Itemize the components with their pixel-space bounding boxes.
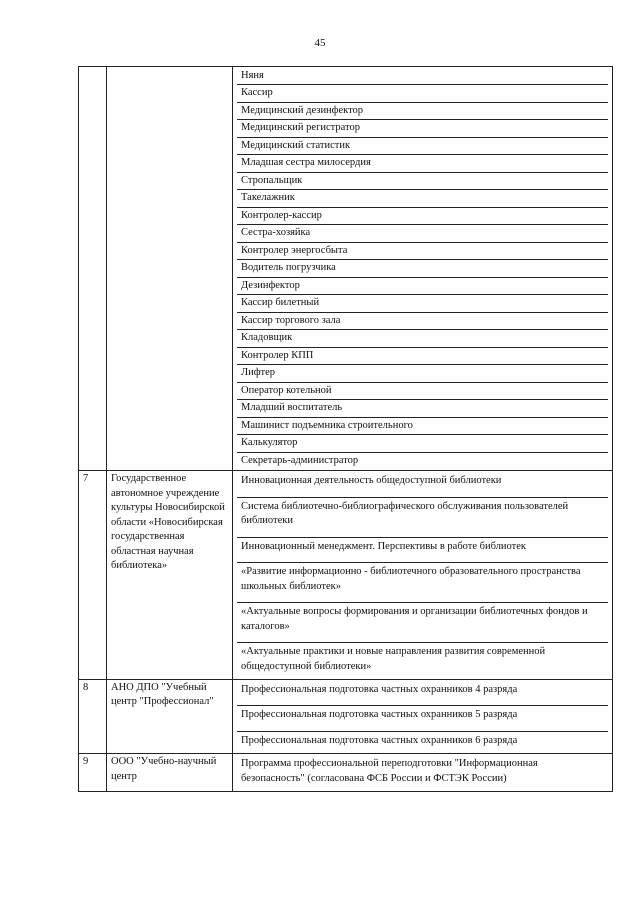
programs-cell <box>233 679 613 753</box>
profession-item: Дезинфектор <box>237 277 608 294</box>
profession-item: Кассир билетный <box>237 294 608 311</box>
profession-item: Лифтер <box>237 364 608 381</box>
program-item: «Актуальные практики и новые направления развития современной общедоступной библиотеки» <box>237 642 608 678</box>
row-number: 9 <box>79 754 107 792</box>
professions-cell <box>233 67 613 471</box>
program-item: «Развитие информационно - библиотечного образовательного пространства школьных библиотек» <box>237 562 608 602</box>
profession-item: Контролер-кассир <box>237 207 608 224</box>
profession-item: Машинист подъемника строительного <box>237 417 608 434</box>
profession-item: Медицинский дезинфектор <box>237 102 608 119</box>
row-number: 8 <box>79 679 107 753</box>
programs-cell <box>233 754 613 792</box>
profession-item: Кладовщик <box>237 329 608 346</box>
profession-item: Водитель погрузчика <box>237 259 608 276</box>
page-number: 45 <box>314 37 326 49</box>
program-item: Программа профессиональной переподготовки "Информационная безопасность" (согласована ФСБ России и ФСТЭК России) <box>241 758 538 784</box>
organization-name: АНО ДПО "Учебный центр "Профессионал" <box>107 679 233 753</box>
table-row <box>79 471 613 680</box>
program-item: Профессиональная подготовка частных охранников 5 разряда <box>237 705 608 730</box>
profession-item: Такелажник <box>237 189 608 206</box>
row-number: 7 <box>79 471 107 680</box>
profession-item: Кассир <box>237 84 608 101</box>
table-row-continuation <box>79 67 613 471</box>
profession-item: Стропальщик <box>237 172 608 189</box>
profession-item: Оператор котельной <box>237 382 608 399</box>
profession-item: Няня <box>241 70 264 81</box>
program-item: Инновационная деятельность общедоступной библиотеки <box>241 475 502 487</box>
profession-item: Медицинский статистик <box>237 137 608 154</box>
program-item: Инновационный менеджмент. Перспективы в работе библиотек <box>237 537 608 562</box>
profession-item: Младший воспитатель <box>237 399 608 416</box>
professions-list <box>237 68 608 469</box>
table-row <box>79 754 613 792</box>
programs-table <box>78 66 613 792</box>
program-item: Профессиональная подготовка частных охранников 6 разряда <box>237 731 608 752</box>
programs-cell <box>233 471 613 680</box>
program-item: Система библиотечно-библиографического обслуживания пользователей библиотеки <box>237 497 608 537</box>
profession-item: Контролер энергосбыта <box>237 242 608 259</box>
profession-item: Секретарь-администратор <box>237 452 608 469</box>
organization-cell <box>107 67 233 471</box>
profession-item: Кассир торгового зала <box>237 312 608 329</box>
row-number-cell <box>79 67 107 471</box>
organization-name: ООО "Учебно-научный центр <box>107 754 233 792</box>
profession-item: Калькулятор <box>237 434 608 451</box>
profession-item: Контролер КПП <box>237 347 608 364</box>
program-item: Профессиональная подготовка частных охранников 4 разряда <box>241 683 518 695</box>
profession-item: Сестра-хозяйка <box>237 224 608 241</box>
program-item: «Актуальные вопросы формирования и организации библиотечных фондов и каталогов» <box>237 602 608 642</box>
profession-item: Младшая сестра милосердия <box>237 154 608 171</box>
organization-name: Государственное автономное учреждение культуры Новосибирской области «Новосибирская государственная областная научная библиотека» <box>107 471 233 680</box>
profession-item: Медицинский регистратор <box>237 119 608 136</box>
table-row <box>79 679 613 753</box>
